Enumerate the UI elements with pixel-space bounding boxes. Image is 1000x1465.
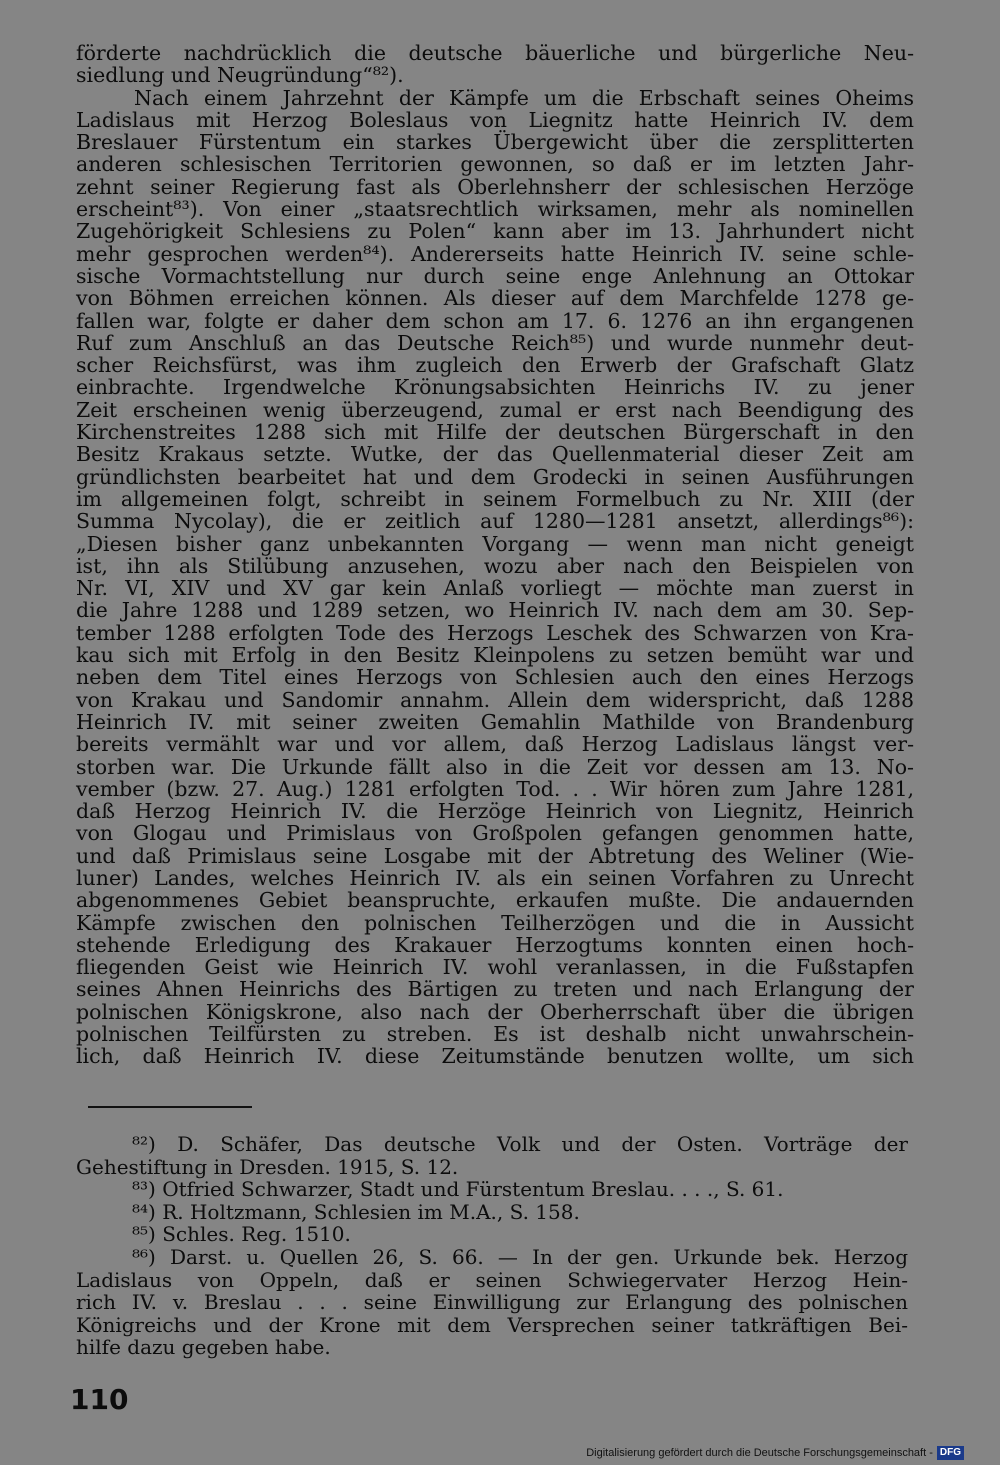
footnote-line: Gehestiftung in Dresden. 1915, S. 12.	[76, 1154, 459, 1179]
paragraph-1	[76, 42, 914, 87]
text-line: ist, ihn als Stilübung anzusehen, wozu aber nach den Beispielen von	[76, 553, 914, 578]
text-line: gründlichsten bearbeitet hat und dem Grodecki in seinen Ausführungen	[76, 464, 914, 489]
text-line: Ruf zum Anschluß an das Deutsche Reich⁸⁵) und wurde nunmehr deut-	[76, 330, 914, 355]
text-line: erscheint⁸³). Von einer „staatsrechtlich wirksamen, mehr als nominellen	[76, 197, 914, 222]
text-line: Summa Nycolay), die er zeitlich auf 1280—1281 ansetzt, allerdings⁸⁶):	[76, 509, 914, 534]
text-line: scher Reichsfürst, was ihm zugleich den Erwerb der Grafschaft Glatz	[76, 353, 914, 378]
text-line: Zeit erscheinen wenig überzeugend, zumal er erst nach Beendigung des	[76, 397, 914, 422]
text-line: im allgemeinen folgt, schreibt in seinem Formelbuch zu Nr. XIII (der	[76, 486, 914, 511]
credit-text: Digitalisierung gefördert durch die Deutsche Forschungsgemeinschaft -	[586, 1447, 933, 1459]
footnote-86	[76, 1246, 908, 1359]
footnote-line: ⁸⁴) R. Holtzmann, Schlesien im M.A., S. 158.	[132, 1199, 580, 1224]
text-line: mehr gesprochen werden⁸⁴). Andererseits hatte Heinrich IV. seine schle-	[76, 241, 914, 266]
text-line: und daß Primislaus seine Losgabe mit der Abtretung des Weliner (Wie-	[76, 843, 914, 868]
footnote-82	[76, 1133, 908, 1178]
text-line: fliegenden Geist wie Heinrich IV. wohl veranlassen, in die Fußstapfen	[76, 955, 914, 980]
text-line: von Krakau und Sandomir annahm. Allein dem widerspricht, daß 1288	[76, 687, 914, 712]
text-line: die Jahre 1288 und 1289 setzen, wo Heinrich IV. nach dem am 30. Sep-	[76, 598, 914, 623]
footnote-line: Königreichs und der Krone mit dem Versprechen seiner tatkräftigen Bei-	[76, 1312, 908, 1337]
text-line: von Glogau und Primislaus von Großpolen gefangen genommen hatte,	[76, 821, 914, 846]
text-line: siedlung und Neugründung“⁸²).	[76, 63, 404, 88]
footnote-line: ⁸³) Otfried Schwarzer, Stadt und Fürstentum Breslau. . . ., S. 61.	[132, 1177, 784, 1202]
paragraph-2	[76, 87, 914, 1068]
text-line: polnischen Königskrone, also nach der Oberherrschaft über die übrigen	[76, 999, 914, 1024]
text-line: kau sich mit Erfolg in den Besitz Kleinpolens zu setzen bemüht war und	[76, 643, 914, 668]
digitization-credit	[586, 1446, 964, 1460]
text-line: „Diesen bisher ganz unbekannten Vorgang — wenn man nicht geneigt	[76, 531, 914, 556]
text-line: förderte nachdrücklich die deutsche bäuerliche und bürgerliche Neu-	[76, 41, 914, 65]
text-line: zehnt seiner Regierung fast als Oberlehnsherr der schlesischen Herzöge	[76, 174, 914, 199]
page-number: 110	[70, 1383, 129, 1416]
footnote-line: Ladislaus von Oppeln, daß er seinen Schwiegervater Herzog Hein-	[76, 1267, 908, 1292]
text-line: abgenommenes Gebiet beanspruchte, erkaufen mußte. Die andauernden	[76, 888, 914, 913]
text-line: Breslauer Fürstentum ein starkes Übergewicht über die zersplitterten	[76, 130, 914, 155]
text-line: von Böhmen erreichen können. Als dieser auf dem Marchfelde 1278 ge-	[76, 286, 914, 311]
text-line: anderen schlesischen Territorien gewonnen, so daß er im letzten Jahr-	[76, 152, 914, 177]
text-line: Zugehörigkeit Schlesiens zu Polen“ kann aber im 13. Jahrhundert nicht	[76, 219, 914, 244]
footnote-line: ⁸⁵) Schles. Reg. 1510.	[132, 1222, 351, 1247]
text-line: Kirchenstreites 1288 sich mit Hilfe der deutschen Bürgerschaft in den	[76, 420, 914, 445]
text-line: Kämpfe zwischen den polnischen Teilherzögen und die in Aussicht	[76, 910, 914, 935]
text-line: storben war. Die Urkunde fällt also in die Zeit vor dessen am 13. No-	[76, 754, 914, 779]
text-line: neben dem Titel eines Herzogs von Schlesien auch den eines Herzogs	[76, 665, 914, 690]
text-line: daß Herzog Heinrich IV. die Herzöge Heinrich von Liegnitz, Heinrich	[76, 799, 914, 824]
text-line: luner) Landes, welches Heinrich IV. als ein seinen Vorfahren zu Unrecht	[76, 865, 914, 890]
text-line: Ladislaus mit Herzog Boleslaus von Liegnitz hatte Heinrich IV. dem	[76, 107, 914, 132]
footnote-83	[76, 1178, 908, 1201]
text-line: einbrachte. Irgendwelche Krönungsabsichten Heinrichs IV. zu jener	[76, 375, 914, 400]
text-line: polnischen Teilfürsten zu streben. Es ist deshalb nicht unwahrschein-	[76, 1022, 914, 1047]
dfg-logo: DFG	[937, 1446, 964, 1460]
text-line: fallen war, folgte er daher dem schon am 17. 6. 1276 an ihn ergangenen	[76, 308, 914, 333]
text-line: Nr. VI, XIV und XV gar kein Anlaß vorliegt — möchte man zuerst in	[76, 576, 914, 601]
text-line: Nach einem Jahrzehnt der Kämpfe um die Erbschaft seines Oheims	[134, 85, 914, 110]
text-line: stehende Erledigung des Krakauer Herzogtums konnten einen hoch-	[76, 932, 914, 957]
footnote-line: rich IV. v. Breslau . . . seine Einwilligung zur Erlangung des polnischen	[76, 1290, 908, 1315]
footnotes	[76, 1133, 908, 1359]
footnote-line: ⁸⁶) Darst. u. Quellen 26, S. 66. — In der gen. Urkunde bek. Herzog	[132, 1244, 908, 1269]
footnote-85	[76, 1223, 908, 1246]
footnote-line: hilfe dazu gegeben habe.	[76, 1335, 331, 1360]
text-line: lich, daß Heinrich IV. diese Zeitumstände benutzen wollte, um sich	[76, 1044, 914, 1069]
text-line: tember 1288 erfolgten Tode des Herzogs Leschek des Schwarzen von Kra-	[76, 620, 914, 645]
text-line: sische Vormachtstellung nur durch seine enge Anlehnung an Ottokar	[76, 263, 914, 288]
text-line: vember (bzw. 27. Aug.) 1281 erfolgten Tod. . . Wir hören zum Jahre 1281,	[76, 776, 914, 801]
text-line: bereits vermählt war und vor allem, daß Herzog Ladislaus längst ver-	[76, 732, 914, 757]
footnote-84	[76, 1201, 908, 1224]
text-line: Heinrich IV. mit seiner zweiten Gemahlin Mathilde von Brandenburg	[76, 709, 914, 734]
body-text	[76, 42, 914, 1068]
footnote-separator	[88, 1106, 252, 1108]
footnote-line: ⁸²) D. Schäfer, Das deutsche Volk und der Osten. Vorträge der	[132, 1132, 908, 1156]
text-line: seines Ahnen Heinrichs des Bärtigen zu treten und nach Erlangung der	[76, 977, 914, 1002]
text-line: Besitz Krakaus setzte. Wutke, der das Quellenmaterial dieser Zeit am	[76, 442, 914, 467]
